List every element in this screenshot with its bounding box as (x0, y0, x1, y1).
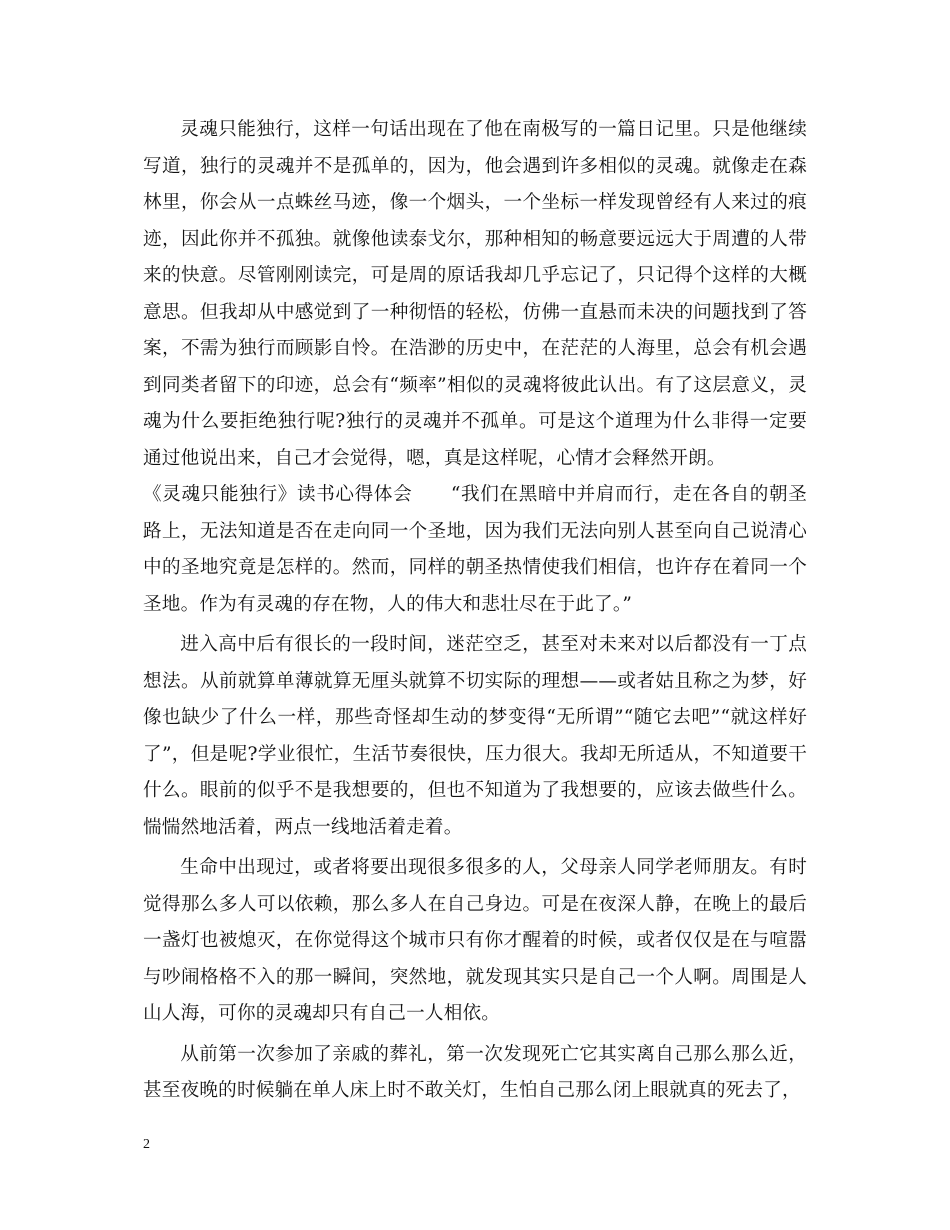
paragraph-2: 《灵魂只能独行》读书心得体会 “我们在黑暗中并肩而行，走在各自的朝圣路上，无法知道是否在走向同一个圣地，因为我们无法向别人甚至向自己说清心中的圣地究竟是怎样的。然而，同样的朝圣热情使我们相信，也许存在着同一个圣地。作为有灵魂的存在物，人的伟大和悲壮尽在于此了。” (143, 484, 807, 615)
paragraph-3: 进入高中后有很长的一段时间，迷茫空乏，甚至对未来对以后都没有一丁点想法。从前就算单薄就算无厘头就算不切实际的理想——或者姑且称之为梦，好像也缺少了什么一样，那些奇怪却生动的梦变得“无所谓”“随它去吧”“就这样好了”，但是呢?学业很忙，生活节奏很快，压力很大。我却无所适从，不知道要干什么。眼前的似乎不是我想要的，但也不知道为了我想要的，应该去做些什么。惴惴然地活着，两点一线地活着走着。 (143, 634, 807, 838)
page-number: 2 (143, 1137, 150, 1152)
paragraph-5: 从前第一次参加了亲戚的葬礼，第一次发现死亡它其实离自己那么那么近，甚至夜晚的时候躺在单人床上时不敢关灯，生怕自己那么闭上眼就真的死去了， (143, 1043, 807, 1101)
paragraph-1: 灵魂只能独行，这样一句话出现在了他在南极写的一篇日记里。只是他继续写道，独行的灵魂并不是孤单的，因为，他会遇到许多相似的灵魂。就像走在森林里，你会从一点蛛丝马迹，像一个烟头，一个坐标一样发现曾经有人来过的痕迹，因此你并不孤独。就像他读泰戈尔，那种相知的畅意要远远大于周遭的人带来的快意。尽管刚刚读完，可是周的原话我却几乎忘记了，只记得个这样的大概意思。但我却从中感觉到了一种彻悟的轻松，仿佛一直悬而未决的问题找到了答案，不需为独行而顾影自怜。在浩渺的历史中，在茫茫的人海里，总会有机会遇到同类者留下的印迹，总会有“频率”相似的灵魂将彼此认出。有了这层意义，灵魂为什么要拒绝独行呢?独行的灵魂并不孤单。可是这个道理为什么非得一定要通过他说出来，自己才会觉得，嗯，真是这样呢，心情才会释然开朗。 (143, 119, 807, 469)
body-text (143, 112, 807, 1110)
paragraph-4: 生命中出现过，或者将要出现很多很多的人，父母亲人同学老师朋友。有时觉得那么多人可以依赖，那么多人在自己身边。可是在夜深人静，在晚上的最后一盏灯也被熄灭，在你觉得这个城市只有你才醒着的时候，或者仅仅是在与喧嚣与吵闹格格不入的那一瞬间，突然地，就发现其实只是自己一个人啊。周围是人山人海，可你的灵魂却只有自己一人相依。 (143, 857, 807, 1024)
